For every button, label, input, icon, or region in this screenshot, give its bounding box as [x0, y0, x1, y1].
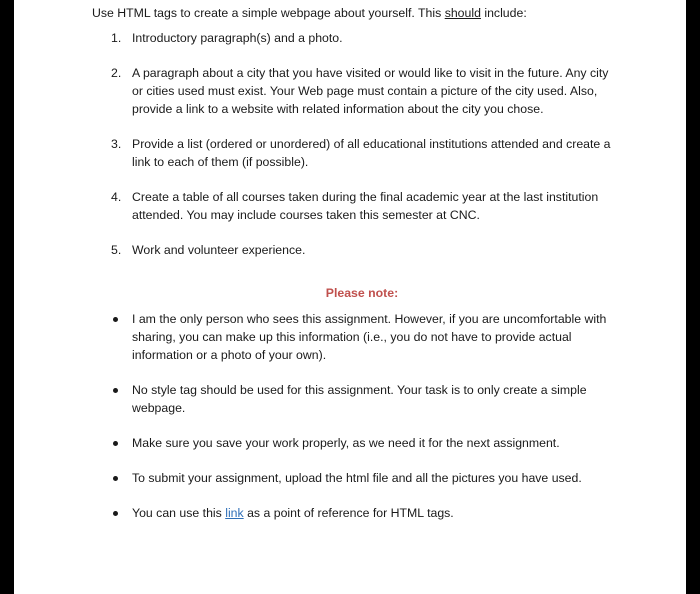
- bullet-icon: [113, 441, 118, 446]
- note-text: To submit your assignment, upload the html file and all the pictures you have used.: [132, 471, 582, 485]
- task-number: 2.: [111, 66, 122, 80]
- task-item-1: [92, 29, 622, 47]
- task-number: 5.: [111, 243, 122, 257]
- task-text: Create a table of all courses taken during the final academic year at the last institution attended. You may include courses taken this semester at CNC.: [132, 190, 599, 222]
- task-item-2: [92, 64, 622, 118]
- document-page: [14, 0, 686, 594]
- bullet-icon: [113, 388, 118, 393]
- intro-text-after: include:: [480, 6, 527, 20]
- task-number: 1.: [111, 31, 122, 45]
- note-item-1: [92, 310, 622, 364]
- note-item-3: [92, 434, 622, 452]
- task-text: Work and volunteer experience.: [132, 243, 306, 257]
- task-number: 3.: [111, 137, 122, 151]
- task-text: A paragraph about a city that you have visited or would like to visit in the future. Any city or cities used must exist. Your Web page must contain a picture of the city used. Also, provide a link to a website with related information about the city you chose.: [132, 66, 609, 116]
- task-text: Provide a list (ordered or unordered) of all educational institutions attended and create a link to each of them (if possible).: [132, 137, 611, 169]
- please-note-heading: Please note:: [325, 286, 399, 300]
- document-content: [92, 4, 622, 522]
- note-text: No style tag should be used for this assignment. Your task is to only create a simple webpage.: [132, 383, 587, 415]
- bullet-icon: [113, 317, 118, 322]
- note-text-before: You can use this: [132, 506, 226, 520]
- task-text: Introductory paragraph(s) and a photo.: [132, 31, 343, 45]
- intro-paragraph: [92, 4, 622, 22]
- note-text: I am the only person who sees this assignment. However, if you are uncomfortable with sharing, you can make up this information (i.e., you do not have to provide actual information or a photo of your own).: [132, 312, 607, 362]
- intro-text-before: Use HTML tags to create a simple webpage about yourself. This: [92, 6, 445, 20]
- task-item-5: [92, 241, 622, 259]
- task-number: 4.: [111, 190, 122, 204]
- bullet-icon: [113, 511, 118, 516]
- reference-link[interactable]: link: [225, 506, 244, 520]
- task-item-3: [92, 135, 622, 171]
- note-list: [92, 310, 622, 522]
- note-item-4: [92, 469, 622, 487]
- task-list: [92, 29, 622, 259]
- note-text: Make sure you save your work properly, as we need it for the next assignment.: [132, 436, 560, 450]
- intro-emphasis: should: [444, 6, 481, 20]
- note-item-5: [92, 504, 622, 522]
- note-item-2: [92, 381, 622, 417]
- note-text-after: as a point of reference for HTML tags.: [243, 506, 454, 520]
- task-item-4: [92, 188, 622, 224]
- bullet-icon: [113, 476, 118, 481]
